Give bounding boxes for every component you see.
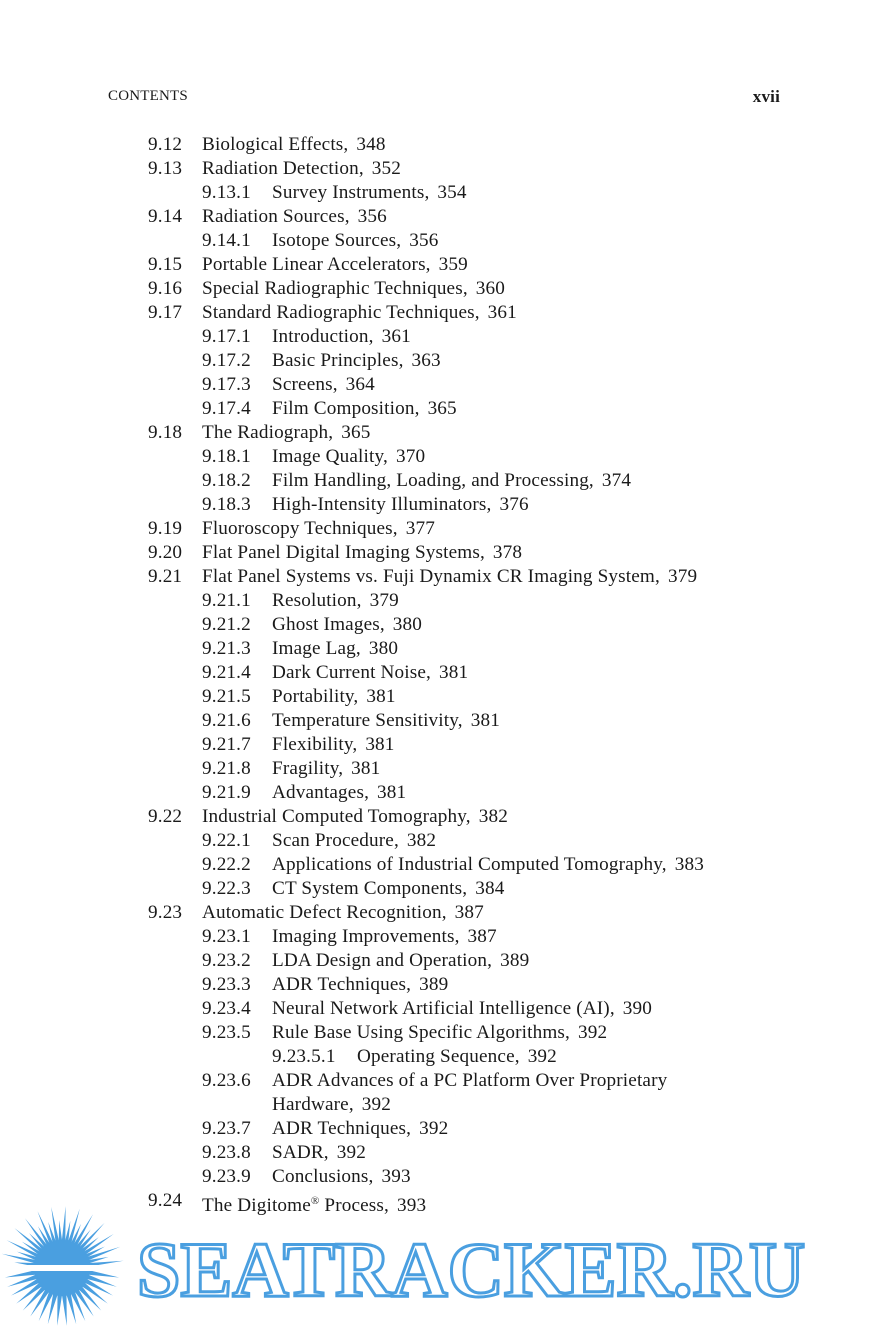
toc-entry-title xyxy=(202,541,522,565)
toc-entry-page: 392 xyxy=(577,1022,608,1043)
toc-entry-title xyxy=(202,901,484,925)
toc-entry-title-text: Conclusions, xyxy=(272,1166,374,1187)
toc-entry-page: 348 xyxy=(356,134,386,155)
toc-entry-title-text: Hardware, xyxy=(272,1094,354,1115)
toc-entry-title xyxy=(272,469,631,493)
toc-entry-title xyxy=(272,1093,391,1117)
toc-entry-title-text: Portable Linear Accelerators, xyxy=(202,254,431,275)
toc-entry-title xyxy=(357,1045,557,1069)
toc-entry-title-text: Ghost Images, xyxy=(272,614,385,635)
toc-entry-number: 9.23.5.1 xyxy=(272,1046,336,1067)
toc-entry-title-rest: Process, xyxy=(319,1195,389,1216)
toc-entry-title xyxy=(272,493,529,517)
page-number: xvii xyxy=(752,87,780,106)
toc-entry-number: 9.14 xyxy=(148,206,183,227)
toc-entry-number: 9.23.5 xyxy=(202,1022,251,1043)
toc-entry-title-text: Applications of Industrial Computed Tomography, xyxy=(272,854,667,875)
toc-entry-title xyxy=(202,421,370,445)
toc-entry-title-text: ADR Advances of a PC Platform Over Proprietary xyxy=(272,1070,668,1091)
toc-entry xyxy=(148,349,848,373)
toc-entry-title xyxy=(272,1141,366,1165)
toc-entry-title xyxy=(272,637,398,661)
toc-entry-title-text: Automatic Defect Recognition, xyxy=(202,902,447,923)
toc-entry-title xyxy=(272,1069,667,1093)
toc-entry-number: 9.17.4 xyxy=(202,398,251,419)
toc-entry-number: 9.22 xyxy=(148,806,183,827)
toc-entry-number: 9.23.6 xyxy=(202,1070,251,1091)
toc-entry-page: 356 xyxy=(357,206,387,227)
toc-entry-title-text: Flexibility, xyxy=(272,734,358,755)
toc-entry xyxy=(148,637,848,661)
toc-entry-page: 354 xyxy=(437,182,467,203)
toc-entry-title xyxy=(272,733,395,757)
toc-entry-number: 9.17.2 xyxy=(202,350,251,371)
toc-entry xyxy=(148,1045,848,1069)
toc-entry-number: 9.20 xyxy=(148,542,183,563)
toc-entry-page: 392 xyxy=(336,1142,366,1163)
toc-entry-title-text: Radiation Sources, xyxy=(202,206,350,227)
toc-entry-title-text: Neural Network Artificial Intelligence (AI), xyxy=(272,998,615,1019)
toc-entry-page: 381 xyxy=(365,734,395,755)
toc-entry-title-text: Fragility, xyxy=(272,758,344,779)
toc-entry-number: 9.23.2 xyxy=(202,950,251,971)
toc-entry-title-text: Screens, xyxy=(272,374,338,395)
toc-entry-number: 9.23.7 xyxy=(202,1118,251,1139)
toc-entry-title xyxy=(272,1117,448,1141)
toc-entry-title xyxy=(272,973,448,997)
toc-entry-title-text: Basic Principles, xyxy=(272,350,404,371)
toc-entry-title-text: Image Quality, xyxy=(272,446,388,467)
toc-entry-number: 9.23.4 xyxy=(202,998,251,1019)
toc-entry-page: 370 xyxy=(395,446,426,467)
toc-entry-page: 359 xyxy=(438,254,468,275)
toc-entry-title-text: SADR, xyxy=(272,1142,329,1163)
toc-entry xyxy=(148,973,848,997)
toc-entry-title xyxy=(272,589,399,613)
toc-entry-page: 392 xyxy=(419,1118,449,1139)
toc-entry-page: 380 xyxy=(368,638,399,659)
toc-entry xyxy=(148,1117,848,1141)
toc-entry-title-text: Image Lag, xyxy=(272,638,361,659)
toc-entry-number: 9.23 xyxy=(148,902,183,923)
toc-entry-number: 9.21.1 xyxy=(202,590,251,611)
toc-entry-title xyxy=(272,997,652,1021)
toc-entry-page: 393 xyxy=(381,1166,411,1187)
toc-entry-number: 9.17.3 xyxy=(202,374,251,395)
toc-entry-title-text: Biological Effects, xyxy=(202,134,349,155)
toc-entry xyxy=(148,997,848,1021)
toc-entry-title xyxy=(272,181,467,205)
toc-entry-title-text: ADR Techniques, xyxy=(272,974,412,995)
toc-entry-page: 374 xyxy=(601,470,632,491)
toc-entry-page: 365 xyxy=(341,422,371,443)
toc-entry-page: 393 xyxy=(397,1195,427,1216)
toc-entry-title-text: Film Handling, Loading, and Processing, xyxy=(272,470,594,491)
toc-entry-number: 9.18.1 xyxy=(202,446,251,467)
toc-entry-title xyxy=(272,1165,411,1189)
toc-entry xyxy=(148,493,848,517)
toc-entry-page: 382 xyxy=(406,830,437,851)
toc-entry-number: 9.21.7 xyxy=(202,734,251,755)
toc-entry-title-text: Standard Radiographic Techniques, xyxy=(202,302,480,323)
toc-entry-title xyxy=(272,325,411,349)
toc-entry-title-text: Radiation Detection, xyxy=(202,158,364,179)
toc-entry-page: 363 xyxy=(411,350,441,371)
toc-entry-title-text: Isotope Sources, xyxy=(272,230,402,251)
toc-entry xyxy=(148,325,848,349)
toc-entry-title-text: The Radiograph, xyxy=(202,422,334,443)
toc-entry-page: 387 xyxy=(467,926,497,947)
toc-entry xyxy=(148,181,848,205)
toc-entry-title xyxy=(202,133,386,157)
toc-entry xyxy=(148,589,848,613)
toc-entry-title xyxy=(272,757,380,781)
toc-entry xyxy=(148,397,848,421)
toc-entry xyxy=(148,277,848,301)
toc-entry-page: 381 xyxy=(377,782,407,803)
watermark-text: SEATRACKER.RU xyxy=(137,1226,806,1313)
toc-entry-title-text: Rule Base Using Specific Algorithms, xyxy=(272,1022,570,1043)
toc-entry xyxy=(148,301,848,325)
toc-entry-number: 9.19 xyxy=(148,518,183,539)
toc-entry-title-text: Flat Panel Digital Imaging Systems, xyxy=(202,542,485,563)
toc-entry-number: 9.18.3 xyxy=(202,494,251,515)
toc-entry-number: 9.16 xyxy=(148,278,183,299)
toc-entry-title-text: Introduction, xyxy=(272,326,374,347)
toc-entry-number: 9.21.3 xyxy=(202,638,251,659)
toc-entry-title-text: CT System Components, xyxy=(272,878,468,899)
toc-entry-number: 9.18.2 xyxy=(202,470,251,491)
toc-entry-page: 392 xyxy=(361,1094,392,1115)
toc-entry xyxy=(148,901,848,925)
toc-entry-number: 9.21 xyxy=(148,566,183,587)
toc-entry-number: 9.22.1 xyxy=(202,830,251,851)
toc-entry xyxy=(148,661,848,685)
toc-entry-number: 9.14.1 xyxy=(202,230,251,251)
toc-entry-number: 9.17.1 xyxy=(202,326,251,347)
toc-entry xyxy=(148,253,848,277)
toc-entry-title xyxy=(272,877,504,901)
toc-entry-page: 365 xyxy=(427,398,457,419)
toc-entry-title xyxy=(272,853,704,877)
toc-entry-title-text: Portability, xyxy=(272,686,359,707)
toc-entry-title xyxy=(202,157,401,181)
toc-entry-number: 9.18 xyxy=(148,422,183,443)
toc-entry-number: 9.22.3 xyxy=(202,878,251,899)
toc-entry-title-text: Industrial Computed Tomography, xyxy=(202,806,471,827)
toc-entry-page: 381 xyxy=(438,662,469,683)
toc-entry-page: 382 xyxy=(478,806,508,827)
toc-entry-title-text: Film Composition, xyxy=(272,398,420,419)
toc-entry xyxy=(148,517,848,541)
toc-entry-title-text: High-Intensity Illuminators, xyxy=(272,494,492,515)
toc-entry-title xyxy=(272,349,441,373)
toc-entry-title-text: LDA Design and Operation, xyxy=(272,950,493,971)
toc-entry-title xyxy=(272,373,375,397)
toc-entry xyxy=(148,781,848,805)
toc-entry-title-text: ADR Techniques, xyxy=(272,1118,412,1139)
toc-entry-title-text: Scan Procedure, xyxy=(272,830,399,851)
toc-entry-page: 361 xyxy=(381,326,411,347)
toc-entry-number: 9.21.8 xyxy=(202,758,251,779)
toc-entry-title-text: Flat Panel Systems vs. Fuji Dynamix CR Imaging System, xyxy=(202,566,660,587)
toc-entry-title xyxy=(272,685,396,709)
toc-entry xyxy=(148,565,848,589)
toc-entry xyxy=(148,829,848,853)
toc-entry xyxy=(148,1093,848,1117)
toc-entry-title xyxy=(272,229,438,253)
toc-entry-page: 352 xyxy=(371,158,402,179)
toc-entry-title-text: Dark Current Noise, xyxy=(272,662,431,683)
toc-entry-page: 356 xyxy=(409,230,439,251)
toc-entry xyxy=(148,1165,848,1189)
toc-entry xyxy=(148,853,848,877)
toc-entry-title-text: Temperature Sensitivity, xyxy=(272,710,463,731)
toc-entry-title xyxy=(272,1021,607,1045)
toc-entry xyxy=(148,613,848,637)
toc-entry-number: 9.23.9 xyxy=(202,1166,251,1187)
toc-entry-title-text: Advantages, xyxy=(272,782,370,803)
toc-entry-title xyxy=(202,805,508,829)
toc-entry-page: 383 xyxy=(674,854,704,875)
toc-entry-number: 9.21.9 xyxy=(202,782,251,803)
toc-entry-title xyxy=(272,781,406,805)
toc-entry-title-text: The Digitome xyxy=(202,1195,311,1216)
toc-entry-page: 376 xyxy=(499,494,529,515)
toc-entry xyxy=(148,421,848,445)
toc-entry xyxy=(148,1021,848,1045)
toc-entry xyxy=(148,205,848,229)
toc-entry-page: 389 xyxy=(419,974,449,995)
toc-entry-title xyxy=(202,517,435,541)
toc-entry-title xyxy=(272,829,436,853)
toc-entry-number: 9.23.3 xyxy=(202,974,251,995)
toc-entry-number: 9.21.2 xyxy=(202,614,251,635)
toc-entry-page: 378 xyxy=(492,542,523,563)
toc-entry-page: 387 xyxy=(454,902,484,923)
toc-entry-page: 364 xyxy=(345,374,375,395)
toc-entry xyxy=(148,685,848,709)
toc-entry xyxy=(148,877,848,901)
toc-entry xyxy=(148,709,848,733)
toc-entry-page: 379 xyxy=(369,590,399,611)
toc-entry-number: 9.12 xyxy=(148,134,183,155)
toc-entry-number: 9.22.2 xyxy=(202,854,251,875)
toc-entry-number: 9.24 xyxy=(148,1190,183,1211)
toc-entry-title xyxy=(272,709,500,733)
toc-entry xyxy=(148,805,848,829)
toc-entry xyxy=(148,469,848,493)
toc-entry-title xyxy=(202,205,387,229)
toc-entry-title-text: Operating Sequence, xyxy=(357,1046,520,1067)
toc-entry xyxy=(148,1069,848,1093)
toc-entry-title-text: Fluoroscopy Techniques, xyxy=(202,518,398,539)
toc-entry-page: 380 xyxy=(392,614,423,635)
toc-entry xyxy=(148,157,848,181)
toc-entry-title xyxy=(202,253,468,277)
section-title: CONTENTS xyxy=(108,88,188,104)
toc-entry-number: 9.15 xyxy=(148,254,183,275)
toc-entry-title xyxy=(272,397,457,421)
toc-entry-title xyxy=(202,277,505,301)
toc-entry-number: 9.13 xyxy=(148,158,183,179)
toc-entry-number: 9.17 xyxy=(148,302,183,323)
toc-entry-page: 384 xyxy=(475,878,505,899)
toc-entry-page: 381 xyxy=(366,686,396,707)
toc-entry-title-text: Survey Instruments, xyxy=(272,182,430,203)
toc-entry xyxy=(148,757,848,781)
toc-entry-title-text: Imaging Improvements, xyxy=(272,926,460,947)
toc-entry-title-text: Resolution, xyxy=(272,590,362,611)
toc-entry-page: 377 xyxy=(405,518,435,539)
registered-mark: ® xyxy=(310,1195,320,1207)
toc-entry xyxy=(148,733,848,757)
toc-entry xyxy=(148,1141,848,1165)
toc-entry xyxy=(148,541,848,565)
toc-entry xyxy=(148,925,848,949)
toc-entry-page: 390 xyxy=(622,998,653,1019)
toc-entry-page: 360 xyxy=(475,278,506,299)
toc-entry xyxy=(148,949,848,973)
toc-entry-title xyxy=(272,661,468,685)
toc-entry-number: 9.23.1 xyxy=(202,926,251,947)
toc-entry-page: 379 xyxy=(667,566,698,587)
toc-entry-title xyxy=(272,925,497,949)
toc-entry-title xyxy=(272,613,422,637)
toc-entry-number: 9.21.6 xyxy=(202,710,251,731)
toc-entry-number: 9.13.1 xyxy=(202,182,251,203)
toc-entry-page: 392 xyxy=(527,1046,557,1067)
toc-entry-page: 361 xyxy=(487,302,517,323)
table-of-contents xyxy=(148,133,848,1216)
toc-entry-number: 9.23.8 xyxy=(202,1142,251,1163)
toc-entry xyxy=(148,445,848,469)
toc-entry xyxy=(148,229,848,253)
toc-entry xyxy=(148,133,848,157)
toc-entry-page: 381 xyxy=(351,758,381,779)
toc-entry-title xyxy=(202,301,517,325)
running-head xyxy=(108,88,780,105)
toc-entry-page: 389 xyxy=(500,950,530,971)
toc-entry-title-text: Special Radiographic Techniques, xyxy=(202,278,468,299)
toc-entry-title xyxy=(202,565,697,589)
toc-entry-number: 9.21.4 xyxy=(202,662,251,683)
toc-entry-page: 381 xyxy=(470,710,500,731)
toc-entry-number: 9.21.5 xyxy=(202,686,251,707)
toc-entry-title xyxy=(272,949,529,973)
toc-entry xyxy=(148,373,848,397)
toc-entry-title xyxy=(272,445,425,469)
